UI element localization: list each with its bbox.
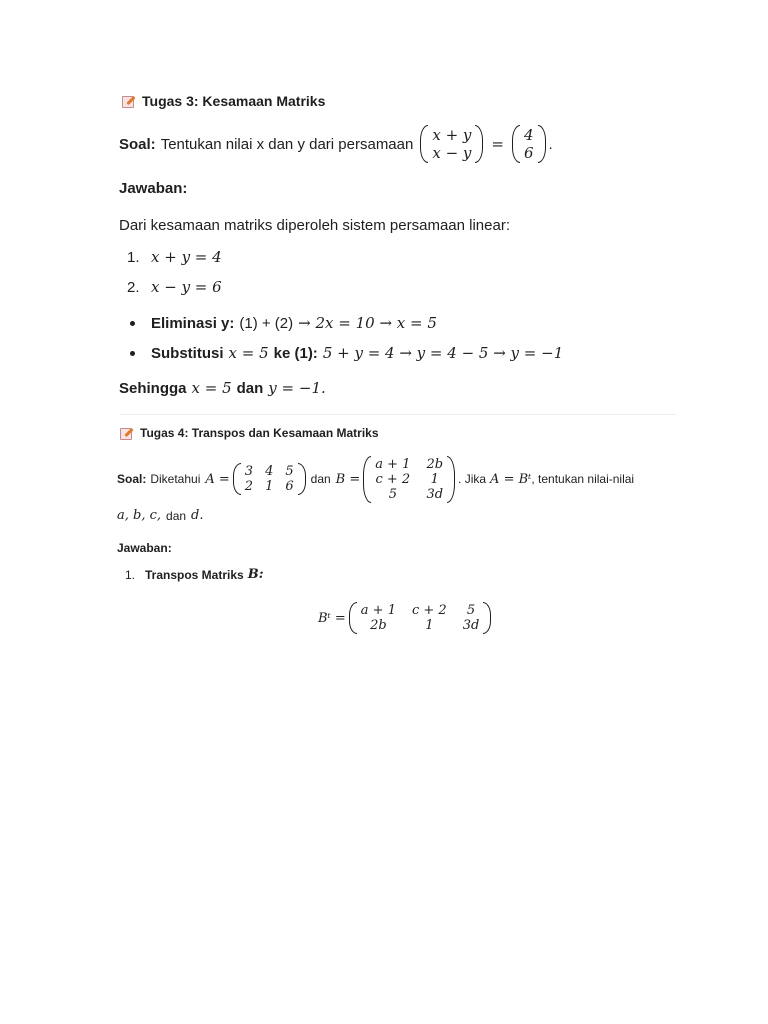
task3-equations xyxy=(127,246,222,298)
task3-problem-text: Tentukan nilai x dan y dari persamaan xyxy=(160,135,414,153)
task3-title-row xyxy=(122,93,325,109)
matrix-cell: 4 xyxy=(523,126,534,144)
task3-matrix-left xyxy=(420,125,483,163)
matrix-cell: c + 2 xyxy=(411,603,447,618)
task3-matrix-right xyxy=(512,125,546,163)
matrix-cell: a + 1 xyxy=(375,456,411,472)
matrix-cell: x + y xyxy=(432,126,472,144)
matrix-cell: 3d xyxy=(462,618,480,633)
matrix-cell: 1 xyxy=(430,471,439,487)
task3-conclusion: Sehingga x = 5 dan y = −1. xyxy=(119,379,326,397)
task3-problem-label: Soal: xyxy=(119,135,156,153)
matrix-cell: 3d xyxy=(426,486,444,502)
matrix-cell: 2b xyxy=(370,618,387,633)
matrix-cell: 2 xyxy=(244,479,254,494)
matrix-A xyxy=(233,463,306,495)
matrix-B xyxy=(363,456,455,503)
task4-title: Tugas 4: Transpos dan Kesamaan Matriks xyxy=(140,426,379,440)
task3-steps xyxy=(130,312,563,364)
matrix-cell: 1 xyxy=(425,618,434,633)
list-item: 1. x + y = 4 xyxy=(127,248,222,266)
task4-title-row xyxy=(120,426,379,440)
task3-equals: = xyxy=(491,135,504,153)
memo-icon xyxy=(120,427,133,439)
task3-intro: Dari kesamaan matriks diperoleh sistem persamaan linear: xyxy=(119,217,510,234)
task3-answer-label: Jawaban: xyxy=(119,180,188,197)
matrix-cell: 4 xyxy=(265,464,274,479)
matrix-cell: 2b xyxy=(426,456,444,472)
matrix-cell: 5 xyxy=(285,464,294,479)
matrix-cell: 6 xyxy=(285,479,294,494)
matrix-cell: x − y xyxy=(432,144,472,162)
task3-title: Tugas 3: Kesamaan Matriks xyxy=(142,93,326,109)
task4-Bt-equation: Bᵗ = a + 1 c + 2 5 2b 1 3d xyxy=(318,598,494,638)
task3-problem: Soal: Tentukan nilai x dan y dari persamaan x + y x − y = 4 6 . xyxy=(119,126,553,162)
matrix-cell: 3 xyxy=(244,464,254,479)
list-item: Substitusi x = 5 ke (1): 5 + y = 4 → y = 4 − 5 → y = −1 xyxy=(130,342,563,364)
section-divider xyxy=(120,414,676,415)
matrix-cell: 5 xyxy=(388,486,397,502)
matrix-cell: 6 xyxy=(523,144,534,162)
matrix-cell: 5 xyxy=(466,603,476,618)
list-item: 2. x − y = 6 xyxy=(127,278,222,296)
memo-icon xyxy=(122,95,135,107)
task4-problem-cont: a, b, c, dan d. xyxy=(117,508,204,523)
matrix-cell: a + 1 xyxy=(360,603,396,618)
matrix-cell: c + 2 xyxy=(375,471,411,487)
task4-answer-label: Jawaban: xyxy=(117,541,172,555)
list-item: Eliminasi y: (1) + (2) → 2x = 10 → x = 5 xyxy=(130,312,563,334)
matrix-cell: 1 xyxy=(265,479,274,494)
matrix-Bt xyxy=(349,602,492,634)
task4-step1: 1. Transpos Matriks B: xyxy=(125,567,264,582)
task4-problem: Soal: Diketahui A = 3 4 5 2 1 6 dan B = a + 1 2b c + 2 1 5 3d . Jika A = Bᵗ , tentukan nilai-nilai xyxy=(117,456,635,502)
